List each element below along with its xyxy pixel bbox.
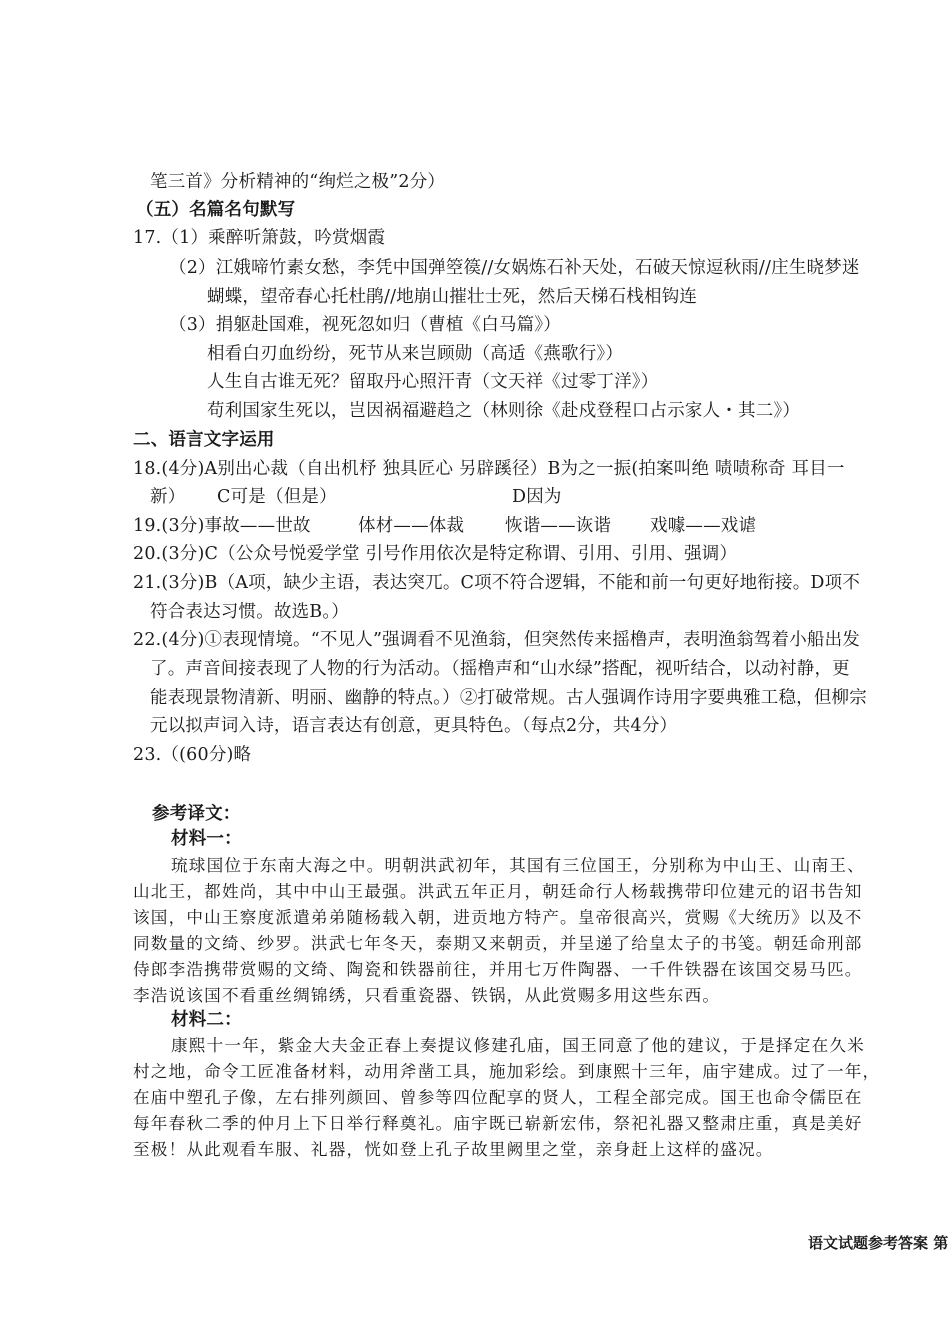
answer-22-line3: 能表现景物清新、明丽、幽静的特点。）②打破常规。古人强调作诗用字要典雅工稳，但柳宗 <box>150 688 867 708</box>
answer-19-part4: 戏噱——戏谑 <box>650 516 757 536</box>
answer-17-2-line1: （2）江娥啼竹素女愁，李凭中国弹箜篌//女娲炼石补天处，石破天惊逗秋雨//庄生晓梦迷 <box>169 258 860 278</box>
answer-19-part3: 恢谐——诙谐 <box>505 516 612 536</box>
material-2-line4: 每年春秋二季的仲月上下日举行释奠礼。庙宇既已崭新宏伟，祭祀礼器又整肃庄重，真是美好 <box>133 1114 863 1133</box>
answer-21-line1: 21.(3分)B（A项，缺少主语，表达突兀。C项不符合逻辑，不能和前一句更好地衔接。D项不 <box>133 573 861 593</box>
material-2-heading: 材料二： <box>171 1010 242 1030</box>
material-1-heading: 材料一： <box>171 829 242 849</box>
material-1-line1: 琉球国位于东南大海之中。明朝洪武初年，其国有三位国王，分别称为中山王、山南王、 <box>171 856 865 875</box>
answer-17-3-line2: 相看白刃血纷纷，死节从来岂顾勋（高适《燕歌行》） <box>207 344 624 364</box>
answer-23: 23.（(60分)略 <box>133 745 252 765</box>
material-2-line1: 康熙十一年，紫金大夫金正春上奏提议修建孔庙，国王同意了他的建议，于是择定在久米 <box>171 1036 865 1055</box>
answer-22-line1: 22.(4分)①表现情境。“不见人”强调看不见渔翁，但突然传来摇橹声，表明渔翁驾着小船出发 <box>133 630 861 650</box>
text-line: 笔三首》分析精神的“绚烂之极”2分） <box>150 172 446 192</box>
section-heading-language-use: 二、语言文字运用 <box>133 430 275 450</box>
material-1-line2: 山北王，都姓尚，其中中山王最强。洪武五年正月，朝廷命行人杨载携带印位建元的诏书告知 <box>133 882 863 901</box>
answer-18-line2-part1: 新） <box>150 487 186 507</box>
answer-17-3-line3: 人生自古谁无死？留取丹心照汗青（文天祥《过零丁洋》） <box>207 372 659 392</box>
answer-17-3-line4: 苟利国家生死以，岂因祸福避趋之（林则徐《赴戍登程口占示家人・其二》） <box>207 401 801 421</box>
answer-22-line2: 了。声音间接表现了人物的行为活动。（摇橹声和“山水绿”搭配，视听结合，以动衬静，更 <box>150 659 850 679</box>
material-1-line5: 侍郎李浩携带赏赐的文绮、陶瓷和铁器前往，并用七万件陶器、一千件铁器在该国交易马匹。 <box>133 960 863 979</box>
answer-20: 20.(3分)C（公众号悦爱学堂 引号作用依次是特定称谓、引用、引用、强调） <box>133 544 738 564</box>
answer-17-1: 17.（1）乘醉听箫鼓，吟赏烟霞 <box>133 228 386 248</box>
answer-18-line2-part3: D因为 <box>512 487 562 507</box>
answer-17-3-line1: （3）捐躯赴国难，视死忽如归（曹植《白马篇》） <box>169 315 561 335</box>
material-1-line6: 李浩说该国不看重丝绸锦绣，只看重瓷器、铁锅，从此赏赐多用这些东西。 <box>133 986 721 1005</box>
material-2-line2: 村之地，命令工匠准备材料，动用斧凿工具，施加彩绘。到康熙十三年，庙宇建成。过了一年， <box>133 1062 881 1081</box>
material-2-line5: 至极！从此观看车服、礼器，恍如登上孔子故里阙里之堂，亲身赶上这样的盛况。 <box>133 1140 774 1159</box>
material-1-line3: 该国，中山王察度派遣弟弟随杨载入朝，进贡地方特产。皇帝很高兴，赏赐《大统历》以及不 <box>133 908 863 927</box>
section-heading-famous-lines: （五）名篇名句默写 <box>136 200 296 220</box>
material-2-line3: 在庙中塑孔子像，左右排列颜回、曾参等四位配享的贤人，工程全部完成。国王也命令儒臣在 <box>133 1088 863 1107</box>
answer-19-part1: 19.(3分)事故——世故 <box>133 516 311 536</box>
answer-18-line1: 18.(4分)A别出心裁（自出机杼 独具匠心 另辟蹊径）B为之一振(拍案叫绝 啧啧称奇 耳目一 <box>133 459 845 479</box>
answer-17-2-line2: 蝴蝶，望帝春心托杜鹃//地崩山摧壮士死，然后天梯石栈相钩连 <box>207 287 698 307</box>
reference-translation-heading: 参考译文： <box>152 804 241 824</box>
answer-21-line2: 符合表达习惯。故选B。） <box>150 602 350 622</box>
material-1-line4: 同数量的文绮、纱罗。洪武七年冬天，泰期又来朝贡，并呈递了给皇太子的书笺。朝廷命刑部 <box>133 934 863 953</box>
page-footer: 语文试题参考答案 第 <box>808 1234 949 1252</box>
answer-18-line2-part2: C可是（但是） <box>217 487 337 507</box>
answer-19-part2: 体材——体裁 <box>358 516 465 536</box>
answer-22-line4: 元以拟声词入诗，语言表达有创意，更具特色。（每点2分，共4分） <box>150 716 678 736</box>
